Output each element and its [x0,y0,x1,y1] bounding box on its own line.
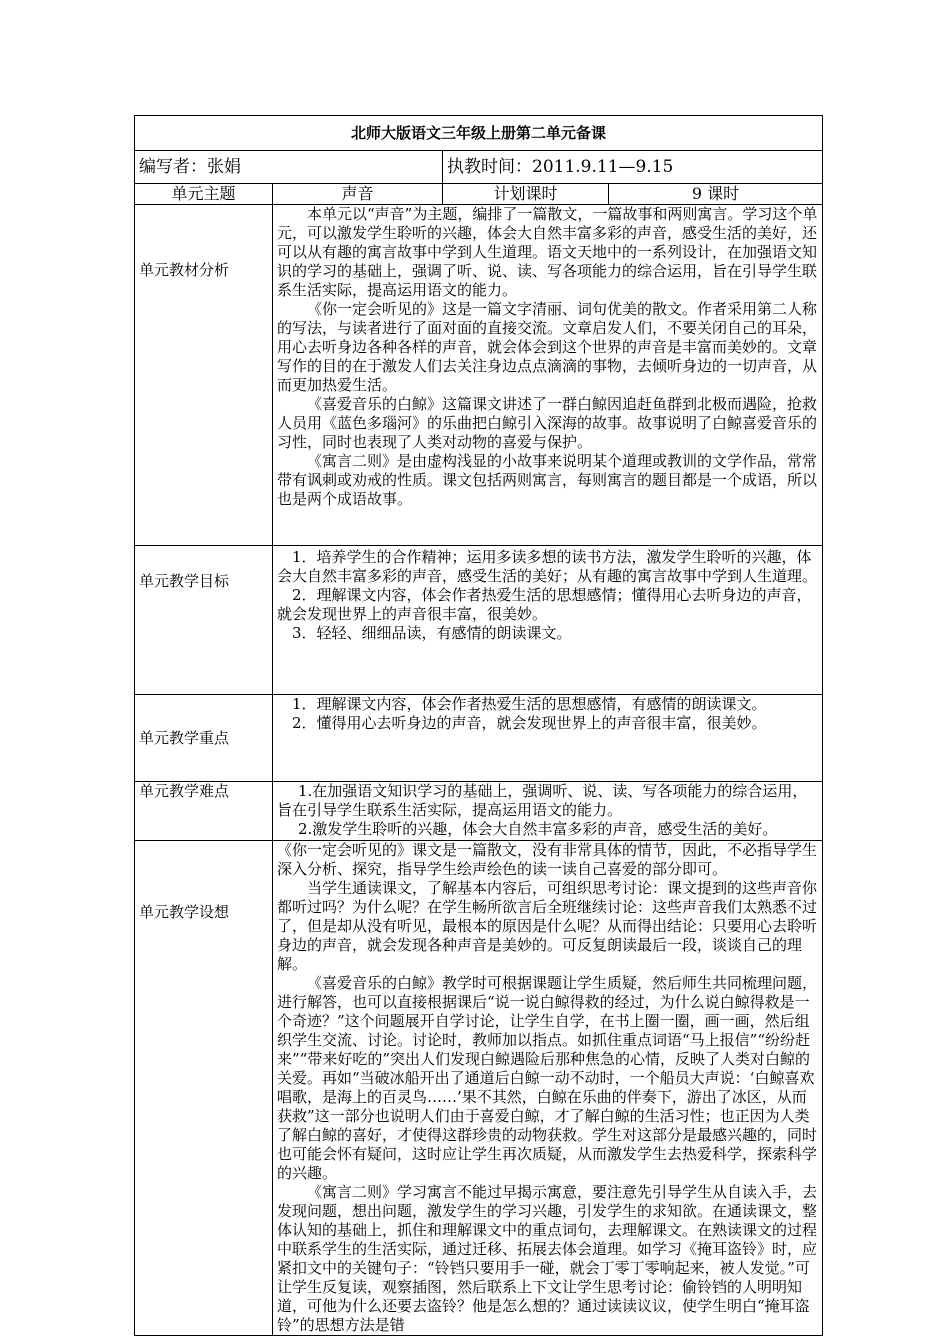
document-title: 北师大版语文三年级上册第二单元备课 [135,116,823,151]
difficult-label: 单元教学难点 [135,782,273,841]
design-paragraph: 《寓言二则》学习寓言不能过早揭示寓意，要注意先引导学生从自读入手，去发现问题，想出问题，激发学生的学习兴趣，引发学生的求知欲。在通读课文，整体认知的基础上，抓住和理解课文中的重点词句，去理解课文。在熟读课文的过程中联系学生的生活实际，通过迁移、拓展去体会道理。如学习《掩耳盗铃》时，应紧扣文中的关键句子：“铃铛只要用手一碰，就会丁零丁零响起来，被人发觉。”可让学生反复读，观察插图，然后联系上下文让学生思考讨论：偷铃铛的人明明知道，可他为什么还要去盗铃？他是怎么想的？通过读读议议，使学生明白“掩耳盗铃”的思想方法是错 [277,1183,818,1334]
goal-item: 1．培养学生的合作精神；运用多读多想的读书方法，激发学生聆听的兴趣，体会大自然丰富多彩的声音，感受生活的美好；从有趣的寓言故事中学到人生道理。 [277,548,818,585]
key-row [135,695,823,782]
author-cell: 编写者：张娟 [135,151,443,184]
design-label: 单元教学设想 [135,841,273,1336]
lesson-plan-table [134,115,823,1336]
difficult-item: 2.激发学生聆听的兴趣，体会大自然丰富多彩的声音，感受生活的美好。 [298,820,778,838]
key-item: 2．懂得用心去听身边的声音，就会发现世界上的声音很丰富，很美妙。 [292,714,767,732]
design-content [273,841,823,1336]
hours-label: 计划课时 [443,184,609,205]
goals-row [135,546,823,695]
design-paragraph: 当学生通读课文，了解基本内容后，可组织思考讨论：课文提到的这些声音你都听过吗？为什么呢？在学生畅所欲言后全班继续讨论：这些声音我们太熟悉不过了，但是却从没有听见，最根本的原因是什么呢？从而得出结论：只要用心去聆听身边的声音，就会发现各种声音是美妙的。可反复朗读最后一段，谈谈自己的理解。 [277,879,818,973]
goals-content [273,546,823,695]
analysis-label: 单元教材分析 [135,205,273,546]
analysis-row [135,205,823,546]
theme-value: 声音 [273,184,443,205]
theme-row [135,184,823,205]
goal-item: 3．轻轻、细细品读，有感情的朗读课文。 [292,624,572,642]
hours-value: 9 课时 [609,184,823,205]
meta-row [135,151,823,184]
analysis-paragraph: 《你一定会听见的》这是一篇文字清丽、词句优美的散文。作者采用第二人称的写法，与读者进行了面对面的直接交流。文章启发人们，不要关闭自己的耳朵，用心去听身边各种各样的声音，就会体会到这个世界的声音是丰富而美妙的。文章写作的目的在于激发人们去关注身边点点滴滴的事物，去倾听身边的一切声音，从而更加热爱生活。 [277,300,818,394]
design-paragraph: 《喜爱音乐的白鲸》教学时可根据课题让学生质疑，然后师生共同梳理问题，进行解答，也可以直接根据课后“说一说白鲸得救的经过，为什么说白鲸得救是一个奇迹？”这个问题展开自学讨论，让学生自学，在书上圈一圈，画一画，然后组织学生交流、讨论。讨论时，教师加以指点。如抓住重点词语“马上报信”“纷纷赶来”“带来好吃的”突出人们发现白鲸遇险后那种焦急的心情，反映了人类对白鲸的关爱。再如“当破冰船开出了通道后白鲸一动不动时，一个船员大声说：‘白鲸喜欢唱歌，是海上的百灵鸟……’果不其然，白鲸在乐曲的伴奏下，游出了冰区，从而获救”这一部分也说明人们由于喜爱白鲸，才了解白鲸的生活习性；也正因为人类了解白鲸的喜好，才使得这群珍贵的动物获救。学生对这部分是最感兴趣的，同时也可能会怀有疑问，这时应让学生再次质疑，从而激发学生去热爱科学，探索科学的兴趣。 [277,974,818,1182]
teaching-time-cell: 执教时间：2011.9.11—9.15 [443,151,823,184]
goal-item: 2．理解课文内容，体会作者热爱生活的思想感情；懂得用心去听身边的声音，就会发现世界上的声音很丰富，很美妙。 [277,586,812,623]
theme-label: 单元主题 [135,184,273,205]
design-row [135,841,823,1336]
goals-label: 单元教学目标 [135,546,273,695]
analysis-paragraph: 本单元以“声音”为主题，编排了一篇散文，一篇故事和两则寓言。学习这个单元，可以激发学生聆听的兴趣，体会大自然丰富多彩的声音，感受生活的美好，还可以从有趣的寓言故事中学到人生道理。语文天地中的一系列设计，在加强语文知识的学习的基础上，强调了听、说、读、写各项能力的综合运用，旨在引导学生联系生活实际，提高运用语文的能力。 [277,205,818,299]
difficult-row [135,782,823,841]
key-item: 1．理解课文内容，体会作者热爱生活的思想感情，有感情的朗读课文。 [292,695,767,713]
difficult-content [273,782,823,841]
key-content [273,695,823,782]
key-label: 单元教学重点 [135,695,273,782]
difficult-item: 1.在加强语文知识学习的基础上，强调听、说、读、写各项能力的综合运用，旨在引导学生联系生活实际，提高运用语文的能力。 [277,782,808,819]
analysis-paragraph: 《喜爱音乐的白鲸》这篇课文讲述了一群白鲸因追赶鱼群到北极而遇险，抢救人员用《蓝色多瑙河》的乐曲把白鲸引入深海的故事。故事说明了白鲸喜爱音乐的习性，同时也表现了人类对动物的喜爱与保护。 [277,395,818,451]
analysis-paragraph: 《寓言二则》是由虚构浅显的小故事来说明某个道理或教训的文学作品，常常带有讽刺或劝戒的性质。课文包括两则寓言，每则寓言的题目都是一个成语，所以也是两个成语故事。 [277,452,818,508]
title-row [135,116,823,151]
design-paragraph: 《你一定会听见的》课文是一篇散文，没有非常具体的情节，因此，不必指导学生深入分析、探究，指导学生绘声绘色的读一读自己喜爱的部分即可。 [277,841,818,878]
analysis-content [273,205,823,546]
